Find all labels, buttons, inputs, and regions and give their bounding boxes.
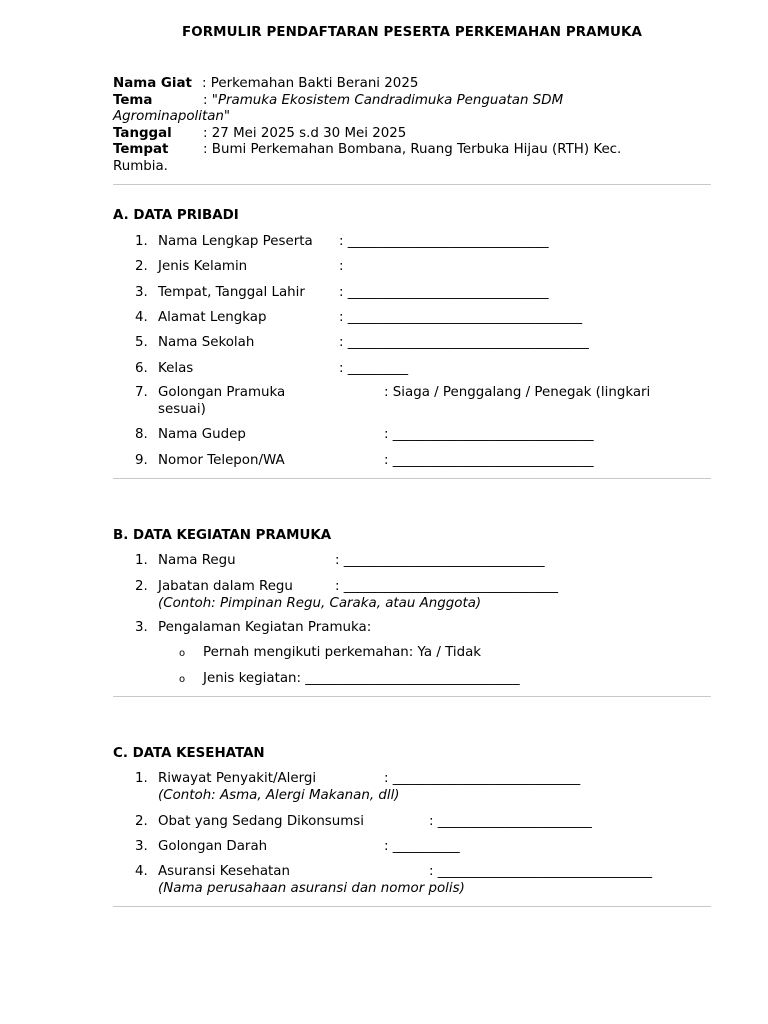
list-item [135, 335, 715, 352]
field-value[interactable]: : [339, 259, 344, 274]
item-number: 6. [135, 361, 148, 376]
item-number: 3. [135, 285, 148, 300]
tempat-value-1: : Bumi Perkemahan Bombana, Ruang Terbuka Hijau (RTH) Kec. [203, 142, 622, 157]
field-value[interactable]: : ______________________________ [339, 285, 549, 300]
list-item [135, 453, 715, 470]
field-value[interactable]: : ______________________________ [384, 427, 594, 442]
field-value[interactable]: : _______________________ [429, 814, 592, 829]
list-item [135, 361, 715, 378]
field-value-wrap: sesuai) [158, 401, 206, 417]
tempat-value-2: Rumbia. [113, 158, 168, 174]
field-value[interactable]: : ______________________________ [339, 234, 549, 249]
field-label: Tempat, Tanggal Lahir [158, 285, 305, 300]
field-note: (Contoh: Pimpinan Regu, Caraka, atau Anggota) [158, 595, 482, 611]
item-number: 9. [135, 453, 148, 468]
list-item [135, 285, 715, 302]
form-title: FORMULIR PENDAFTARAN PESERTA PERKEMAHAN PRAMUKA [182, 25, 642, 40]
field-note: (Nama perusahaan asuransi dan nomor polis) [158, 880, 465, 896]
field-value[interactable]: : ___________________________________ [339, 310, 583, 325]
field-label: Jenis Kelamin [158, 259, 248, 274]
nama-giat-value: : Perkemahan Bakti Berani 2025 [202, 76, 419, 91]
bullet-text: Pernah mengikuti perkemahan: Ya / Tidak [203, 645, 482, 660]
item-number: 4. [135, 310, 148, 325]
list-item [135, 771, 715, 804]
field-value[interactable]: : ____________________________________ [339, 335, 589, 350]
bullet-text[interactable]: Jenis kegiatan: ________________________________ [203, 671, 520, 686]
tema-value-suffix: " [223, 109, 231, 124]
list-item [135, 385, 715, 418]
tanggal-label: Tanggal [113, 125, 172, 141]
list-item [135, 553, 715, 570]
field-value[interactable]: : __________ [384, 839, 460, 854]
item-number: 2. [135, 579, 148, 594]
field-label: Nomor Telepon/WA [158, 453, 285, 468]
item-number: 4. [135, 864, 148, 879]
item-number: 1. [135, 553, 148, 568]
item-number: 3. [135, 839, 148, 854]
field-label: Nama Sekolah [158, 335, 255, 350]
list-item [135, 234, 715, 251]
list-item [135, 864, 715, 897]
field-value[interactable]: : ________________________________ [429, 864, 653, 879]
item-number: 3. [135, 620, 148, 635]
field-note: (Contoh: Asma, Alergi Makanan, dll) [158, 787, 400, 803]
divider [113, 906, 711, 907]
field-label: Golongan Darah [158, 839, 268, 854]
tema-value-italic-2: Agrominapolitan [113, 109, 224, 124]
item-number: 2. [135, 259, 148, 274]
item-number: 8. [135, 427, 148, 442]
tema-row [113, 93, 713, 126]
bullet-item [179, 645, 481, 663]
list-item [135, 427, 715, 444]
item-number: 5. [135, 335, 148, 350]
field-label: Golongan Pramuka [158, 385, 286, 400]
list-item [135, 579, 715, 612]
field-label: Obat yang Sedang Dikonsumsi [158, 814, 365, 829]
item-number: 1. [135, 234, 148, 249]
field-value[interactable]: : ________________________________ [335, 579, 559, 594]
section-a-title: A. DATA PRIBADI [113, 208, 239, 223]
list-item [135, 839, 715, 856]
field-label: Jabatan dalam Regu [158, 579, 293, 594]
item-number: 1. [135, 771, 148, 786]
field-label: Nama Regu [158, 553, 236, 568]
field-value[interactable]: : ______________________________ [335, 553, 545, 568]
field-value[interactable]: : ______________________________ [384, 453, 594, 468]
field-label: Asuransi Kesehatan [158, 864, 290, 879]
list-item [135, 259, 715, 276]
tema-value-italic-1: Pramuka Ekosistem Candradimuka Penguatan SDM [217, 92, 564, 108]
item-number: 2. [135, 814, 148, 829]
field-label: Nama Lengkap Peserta [158, 234, 313, 249]
field-value[interactable]: : Siaga / Penggalang / Penegak (lingkari [384, 385, 651, 400]
field-label: Alamat Lengkap [158, 310, 267, 325]
tanggal-row [113, 126, 713, 143]
field-value[interactable]: : ____________________________ [384, 771, 581, 786]
list-item [135, 620, 715, 637]
tanggal-value: : 27 Mei 2025 s.d 30 Mei 2025 [203, 125, 407, 141]
field-label: Kelas [158, 361, 194, 376]
item-number: 7. [135, 385, 148, 400]
tema-value-prefix: : " [203, 92, 218, 108]
tempat-label: Tempat [113, 142, 169, 157]
event-info [113, 76, 713, 175]
bullet-icon: o [179, 674, 186, 685]
field-label: Riwayat Penyakit/Alergi [158, 771, 317, 786]
nama-giat-row [113, 76, 713, 93]
section-b-title: B. DATA KEGIATAN PRAMUKA [113, 528, 332, 543]
divider [113, 696, 711, 697]
bullet-icon: o [179, 648, 186, 659]
divider [113, 184, 711, 185]
nama-giat-label: Nama Giat [113, 76, 192, 91]
divider [113, 478, 711, 479]
tempat-row [113, 142, 713, 175]
tema-label: Tema [113, 92, 153, 108]
field-label: Nama Gudep [158, 427, 246, 442]
field-label: Pengalaman Kegiatan Pramuka: [158, 620, 372, 635]
field-value[interactable]: : _________ [339, 361, 409, 376]
list-item [135, 310, 715, 327]
section-c-title: C. DATA KESEHATAN [113, 746, 265, 761]
list-item [135, 814, 715, 831]
bullet-item [179, 671, 520, 689]
